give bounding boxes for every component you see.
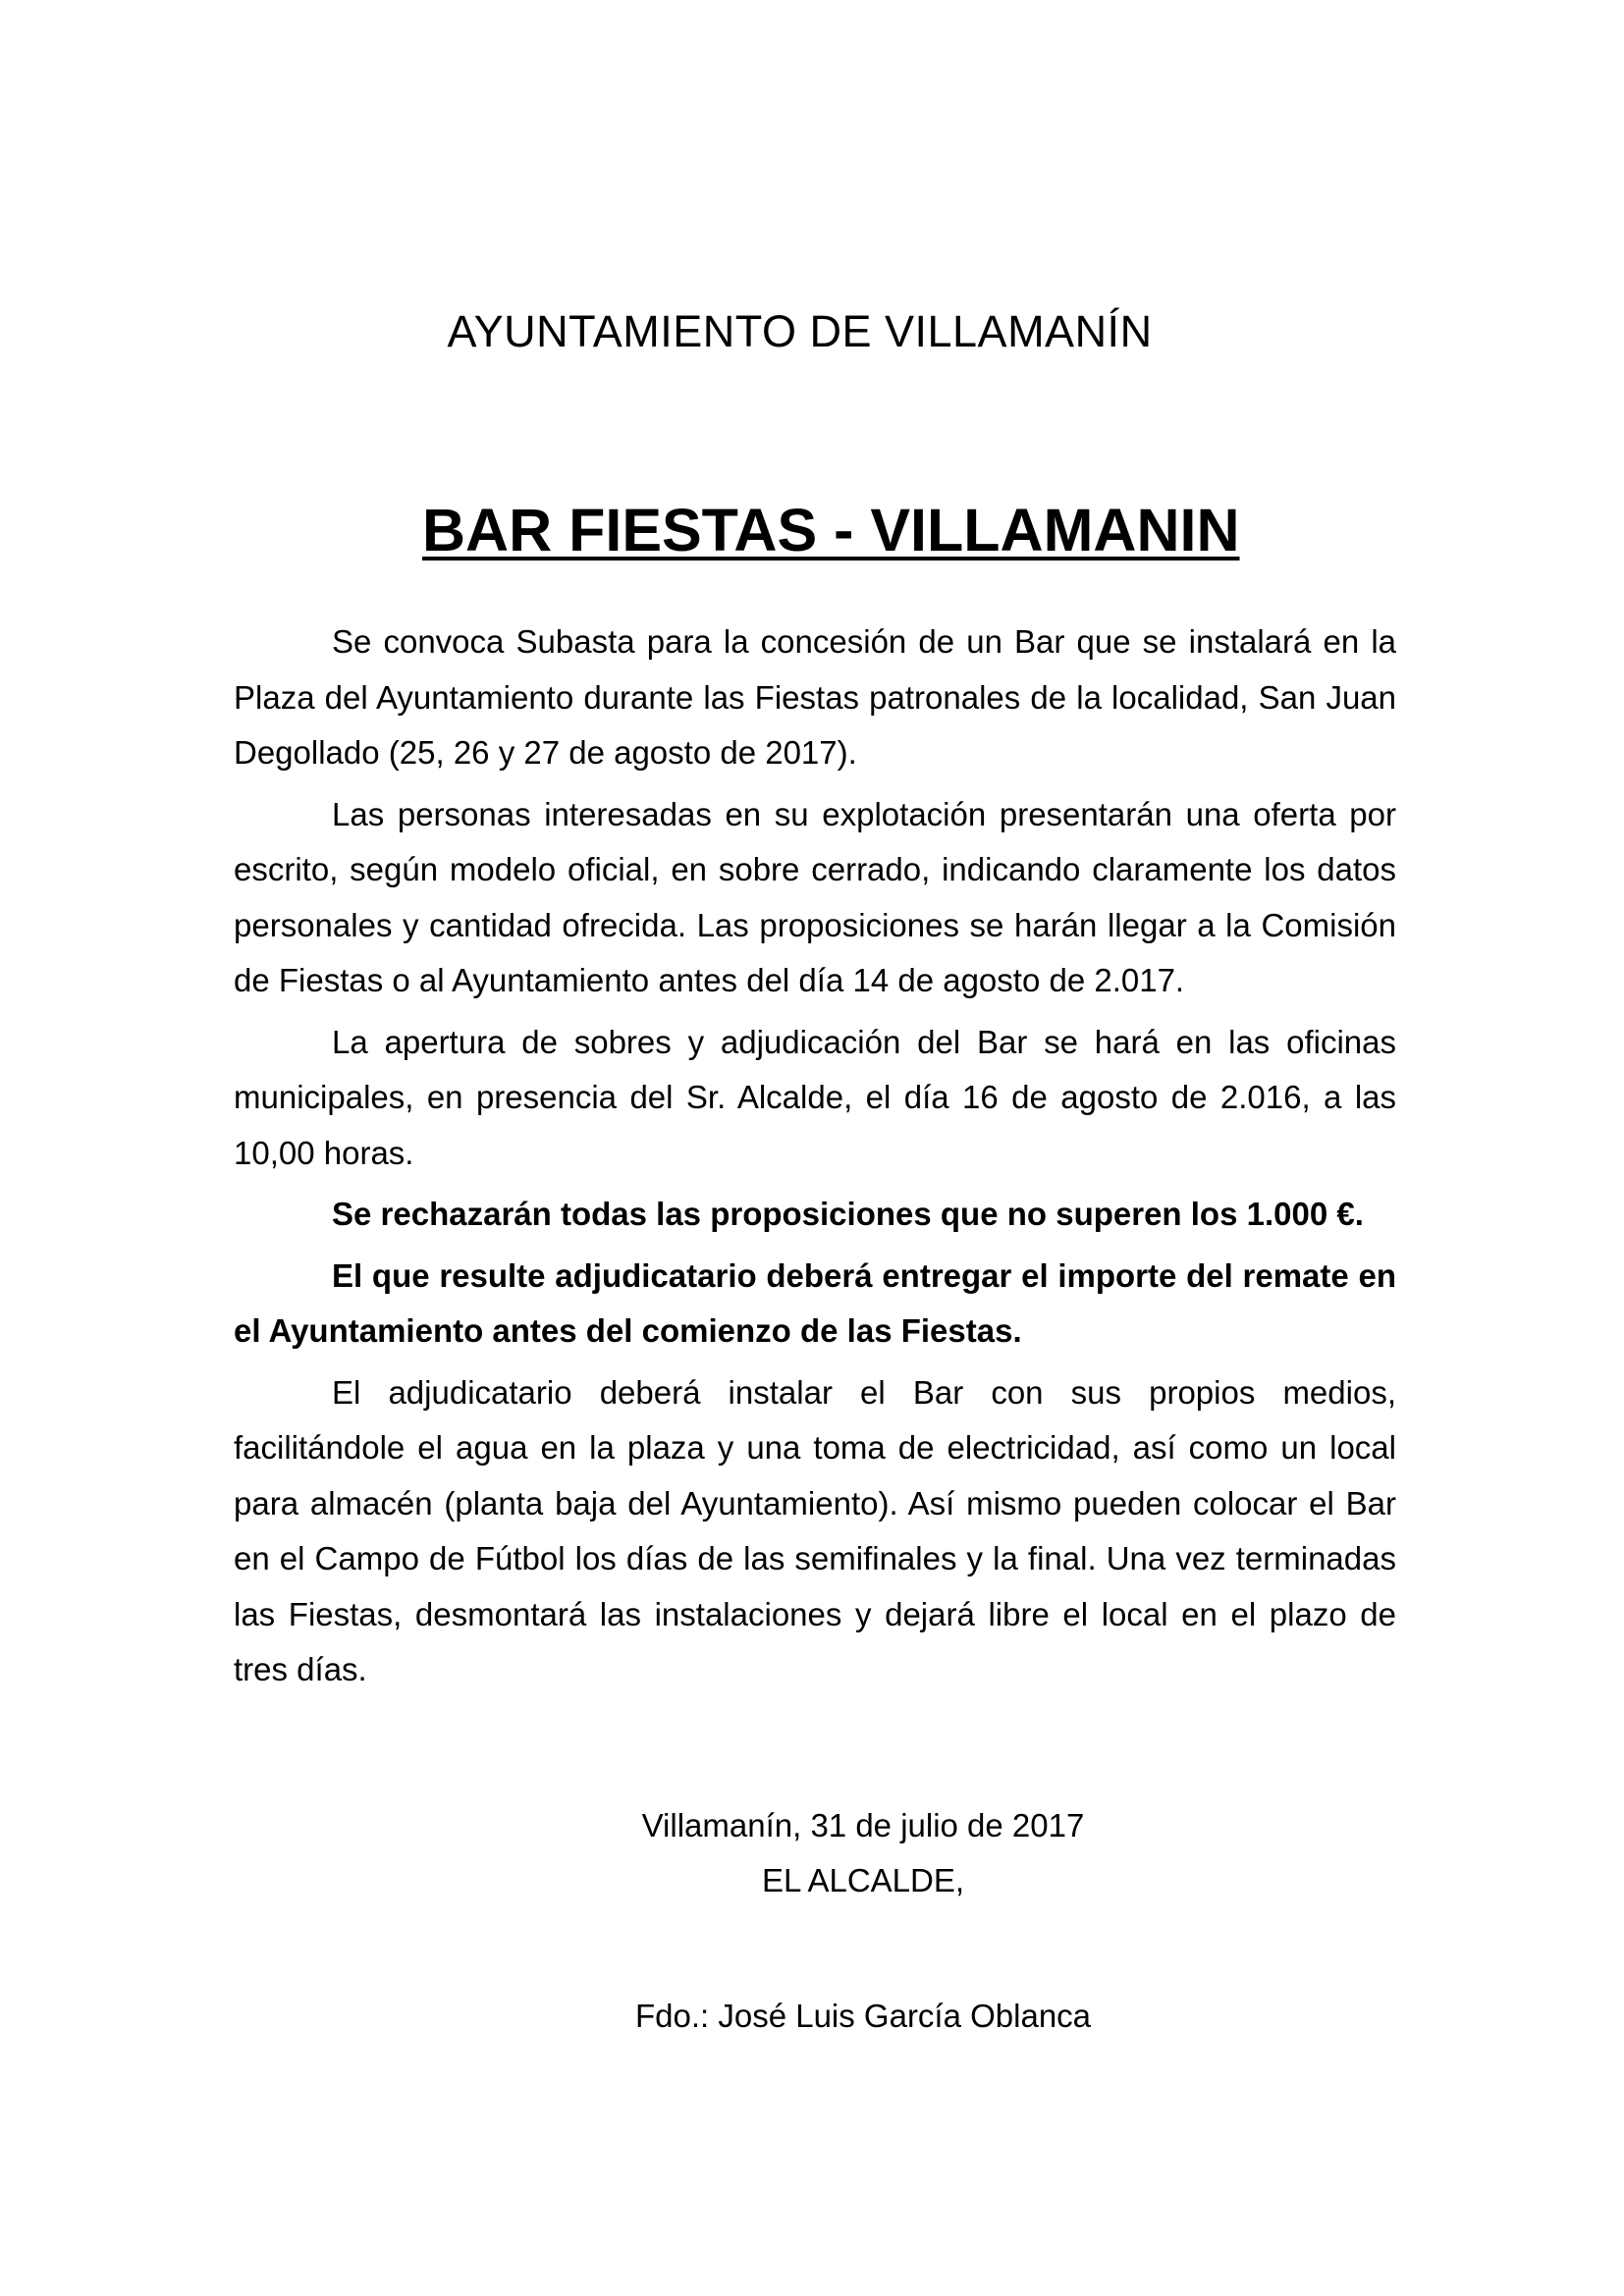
paragraph-offer-submission: Las personas interesadas en su explotación presentarán una oferta por escrito, según modelo oficial, en sobre cerrado, indicando claramente los datos personales y cantidad ofrecida. Las proposiciones se harán llegar a la Comisión de Fiestas o al Ayuntamiento antes del día 14 de agosto de 2.017. (234, 795, 1396, 998)
signature-place-date: Villamanín, 31 de julio de 2017 (641, 1807, 1085, 1843)
paragraph-payment-deadline: El que resulte adjudicatario deberá entregar el importe del remate en el Ayuntamiento antes del comienzo de las Fiestas. (234, 1256, 1396, 1349)
paragraph-minimum-bid: Se rechazarán todas las proposiciones que no superen los 1.000 €. (332, 1196, 1364, 1232)
paragraph-installation-conditions: El adjudicatario deberá instalar el Bar con sus propios medios, facilitándole el agua en la plaza y una toma de electricidad, así como un local para almacén (planta baja del Ayuntamiento). Así mismo pueden colocar el Bar en el Campo de Fútbol los días de las semifinales y la final. Una vez terminadas las Fiestas, desmontará las instalaciones y dejará libre el local en el plazo de tres días. (234, 1373, 1396, 1687)
paragraph-opening-of-bids: La apertura de sobres y adjudicación del Bar se hará en las oficinas municipales, en presencia del Sr. Alcalde, el día 16 de agosto de 2.016, a las 10,00 horas. (234, 1023, 1396, 1171)
document-title: BAR FIESTAS - VILLAMANIN (422, 497, 1240, 563)
signature-role: EL ALCALDE, (761, 1862, 965, 1898)
municipality-header (0, 302, 1624, 361)
municipality-header-text: AYUNTAMIENTO DE VILLAMANÍN (447, 306, 1153, 356)
signature-name: Fdo.: José Luis García Oblanca (634, 1998, 1092, 2034)
paragraph-announcement: Se convoca Subasta para la concesión de un Bar que se instalará en la Plaza del Ayuntamiento durante las Fiestas patronales de la localidad, San Juan Degollado (25, 26 y 27 de agosto de 2017). (234, 623, 1396, 771)
document-body (234, 614, 1396, 1704)
